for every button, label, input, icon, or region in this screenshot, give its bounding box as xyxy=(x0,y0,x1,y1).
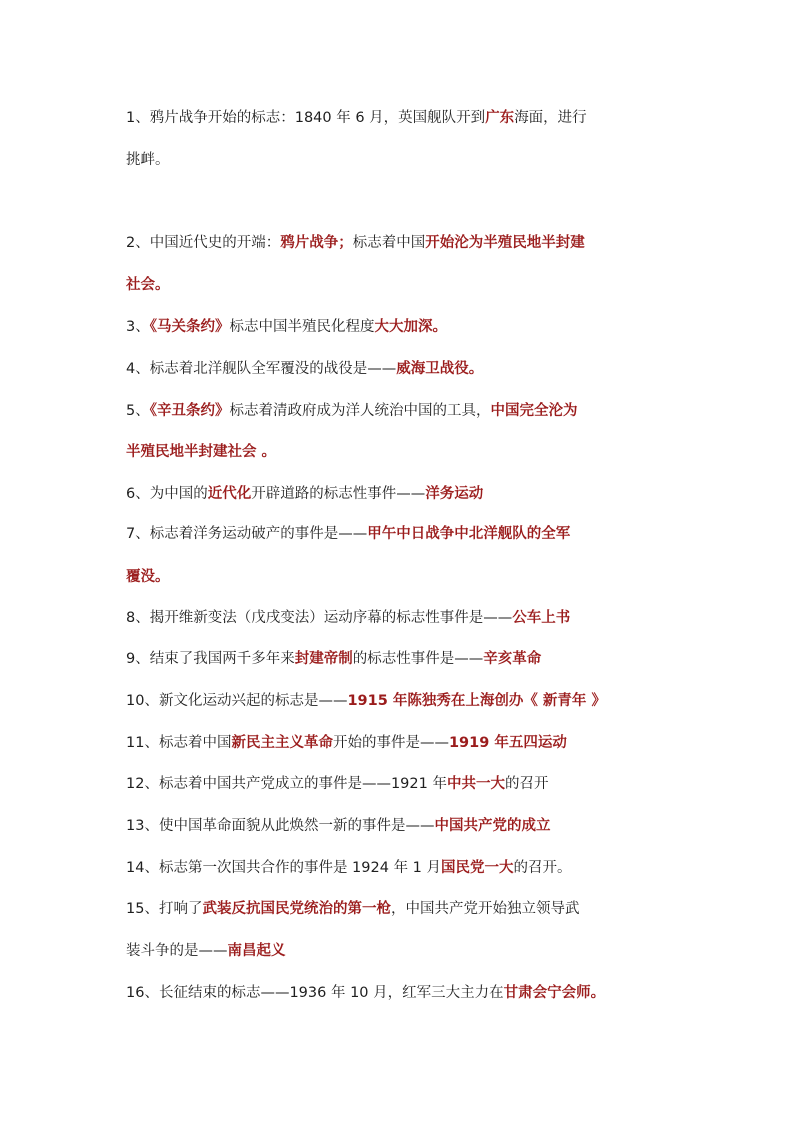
text-line xyxy=(126,148,671,172)
body-text: 11、标志着中国 xyxy=(126,735,232,751)
text-line xyxy=(126,981,671,1005)
text-line xyxy=(126,856,671,880)
text-line xyxy=(126,482,671,506)
text-line xyxy=(126,565,671,589)
text-line xyxy=(126,231,671,255)
text-line xyxy=(126,606,671,630)
highlight-text: 甲午中日战争中北洋舰队的全军 xyxy=(367,526,571,542)
text-line xyxy=(126,731,671,755)
highlight-text: 封建帝制 xyxy=(294,651,353,667)
highlight-text: 近代化 xyxy=(207,486,252,502)
highlight-text: 大大加深。 xyxy=(374,319,447,335)
text-line xyxy=(126,772,671,796)
body-text: 2、中国近代史的开端： xyxy=(126,235,281,251)
highlight-text: 新民主主义革命 xyxy=(231,735,333,751)
highlight-text: 开始沦为半殖民地半封建 xyxy=(425,235,585,251)
highlight-text: 南昌起义 xyxy=(227,943,286,959)
body-text: 开辟道路的标志性事件—— xyxy=(251,486,426,502)
body-text: 海面，进行 xyxy=(514,110,587,126)
text-line xyxy=(126,440,671,464)
body-text: 9、结束了我国两千多年来 xyxy=(126,651,295,667)
body-text: 标志中国半殖民化程度 xyxy=(229,319,375,335)
highlight-text: 《辛丑条约》 xyxy=(149,403,230,419)
body-text: 的召开。 xyxy=(513,860,572,876)
text-line xyxy=(126,814,671,838)
highlight-text: 覆没。 xyxy=(126,569,170,585)
text-line xyxy=(126,689,671,713)
body-text: 13、使中国革命面貌从此焕然一新的事件是—— xyxy=(126,818,435,834)
body-text: 14、标志第一次国共合作的事件是 1924 年 1 月 xyxy=(126,860,442,876)
body-text: 标志着清政府成为洋人统治中国的工具， xyxy=(229,403,491,419)
body-text: 15、打响了 xyxy=(126,901,203,917)
highlight-text: 公车上书 xyxy=(512,610,571,626)
body-text: 1、鸦片战争开始的标志：1840 年 6 月，英国舰队开到 xyxy=(126,110,486,126)
highlight-text: 半殖民地半封建社会 。 xyxy=(126,444,277,460)
body-text: 8、揭开维新变法（戊戌变法）运动序幕的标志性事件是—— xyxy=(126,610,513,626)
highlight-text: 社会。 xyxy=(126,277,170,293)
body-text: 6、为中国的 xyxy=(126,486,208,502)
body-text: 挑衅。 xyxy=(126,152,170,168)
body-text: 标志着中国 xyxy=(352,235,426,251)
highlight-text: 武装反抗国民党统治的第一枪 xyxy=(202,901,391,917)
body-text: 10、新文化运动兴起的标志是—— xyxy=(126,693,348,709)
highlight-text: 1919 年五四运动 xyxy=(448,735,567,751)
highlight-text: 国民党一大 xyxy=(441,860,514,876)
body-text: 装斗争的是—— xyxy=(126,943,228,959)
highlight-text: 广东 xyxy=(485,110,515,126)
body-text: ，中国共产党开始独立领导武 xyxy=(390,901,580,917)
highlight-text: 甘肃会宁会师。 xyxy=(503,985,606,1001)
highlight-text: 辛亥革命 xyxy=(483,651,542,667)
body-text: 12、标志着中国共产党成立的事件是——1921 年 xyxy=(126,776,447,792)
text-line xyxy=(126,522,671,546)
text-line xyxy=(126,399,671,423)
text-line xyxy=(126,939,671,963)
text-line xyxy=(126,273,671,297)
body-text: 16、长征结束的标志——1936 年 10 月，红军三大主力在 xyxy=(126,985,504,1001)
text-line xyxy=(126,647,671,671)
text-line xyxy=(126,357,671,381)
highlight-text: 威海卫战役。 xyxy=(396,361,484,377)
text-line xyxy=(126,897,671,921)
body-text: 的标志性事件是—— xyxy=(352,651,484,667)
highlight-text: 《马关条约》 xyxy=(149,319,230,335)
highlight-text: 中共一大 xyxy=(446,776,505,792)
highlight-text: 洋务运动 xyxy=(425,486,484,502)
body-text: 3、 xyxy=(126,319,150,335)
body-text: 7、标志着洋务运动破产的事件是—— xyxy=(126,526,368,542)
text-line xyxy=(126,106,671,130)
highlight-text: 中国共产党的成立 xyxy=(434,818,551,834)
highlight-text: 中国完全沦为 xyxy=(490,403,578,419)
body-text: 5、 xyxy=(126,403,150,419)
body-text: 4、标志着北洋舰队全军覆没的战役是—— xyxy=(126,361,397,377)
highlight-text: 鸦片战争； xyxy=(280,235,353,251)
highlight-text: 1915 年陈独秀在上海创办《 新青年 》 xyxy=(347,693,606,709)
text-line xyxy=(126,315,671,339)
body-text: 的召开 xyxy=(504,776,549,792)
body-text: 开始的事件是—— xyxy=(332,735,449,751)
